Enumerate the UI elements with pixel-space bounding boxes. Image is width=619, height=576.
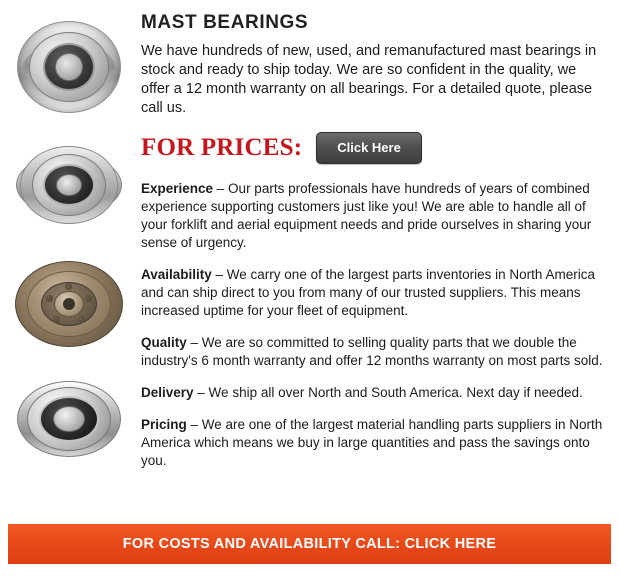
bearing-bolt-hole — [85, 295, 92, 302]
feature-term: Pricing — [141, 417, 187, 432]
product-image-2 — [0, 126, 137, 244]
mast-bearing-bronze-pulley-image — [15, 261, 123, 347]
bearing-bolt-hole — [78, 316, 85, 323]
feature-pricing — [141, 416, 605, 470]
feature-text: – We are one of the largest material handling parts suppliers in North America which means we buy in large quantities and pass the savings onto you. — [141, 417, 603, 468]
mast-bearing-deep-groove-image — [17, 381, 121, 457]
product-image-3 — [0, 244, 137, 364]
text-column — [137, 6, 619, 484]
product-image-1 — [0, 8, 137, 126]
bearing-bore — [56, 174, 82, 196]
click-here-button[interactable]: Click Here — [316, 132, 422, 164]
feature-term: Delivery — [141, 385, 194, 400]
intro-paragraph: We have hundreds of new, used, and remanufactured mast bearings in stock and ready to ship today. We are so confident in the quality, we offer a 12 month warranty on all bearings. For a detailed quote, please call us. — [141, 43, 597, 116]
bearing-bore — [55, 53, 83, 81]
bearing-bore — [53, 406, 85, 432]
product-image-column — [0, 6, 137, 484]
bearing-bolt-hole — [46, 295, 53, 302]
page-title: MAST BEARINGS — [141, 12, 309, 33]
bearing-bolt-hole — [65, 283, 72, 290]
feature-experience — [141, 180, 605, 252]
for-prices-row — [141, 132, 605, 164]
feature-delivery — [141, 384, 605, 402]
feature-text: – We ship all over North and South America. Next day if needed. — [193, 385, 583, 400]
feature-availability — [141, 266, 605, 320]
feature-text: – We carry one of the largest parts inventories in North America and can ship direct to you from many of our trusted suppliers. This means increased uptime for your fleet of equipment. — [141, 267, 595, 318]
for-prices-label: FOR PRICES: — [141, 134, 303, 161]
bearing-bolt-hole — [53, 316, 60, 323]
mast-bearing-flanged-sheave-image — [17, 21, 121, 113]
feature-quality — [141, 334, 605, 370]
feature-term: Experience — [141, 181, 214, 196]
feature-text: – Our parts professionals have hundreds of years of combined experience supporting customers just like you! We are able to handle all of your forklift and aerial equipment needs and pride ourselves in sharing your sense of urgency. — [141, 181, 592, 250]
bearing-bore — [63, 298, 75, 310]
product-image-4 — [0, 364, 137, 474]
footer-cta-label: FOR COSTS AND AVAILABILITY CALL: CLICK HERE — [122, 536, 497, 552]
feature-term: Availability — [141, 267, 212, 282]
feature-term: Quality — [141, 335, 187, 350]
footer-cta-banner[interactable] — [8, 524, 611, 564]
feature-text: – We are so committed to selling quality parts that we double the industry's 6 month warranty and offer 12 months warranty on most parts sold. — [141, 335, 603, 368]
mast-bearing-cam-roller-image — [16, 146, 122, 224]
